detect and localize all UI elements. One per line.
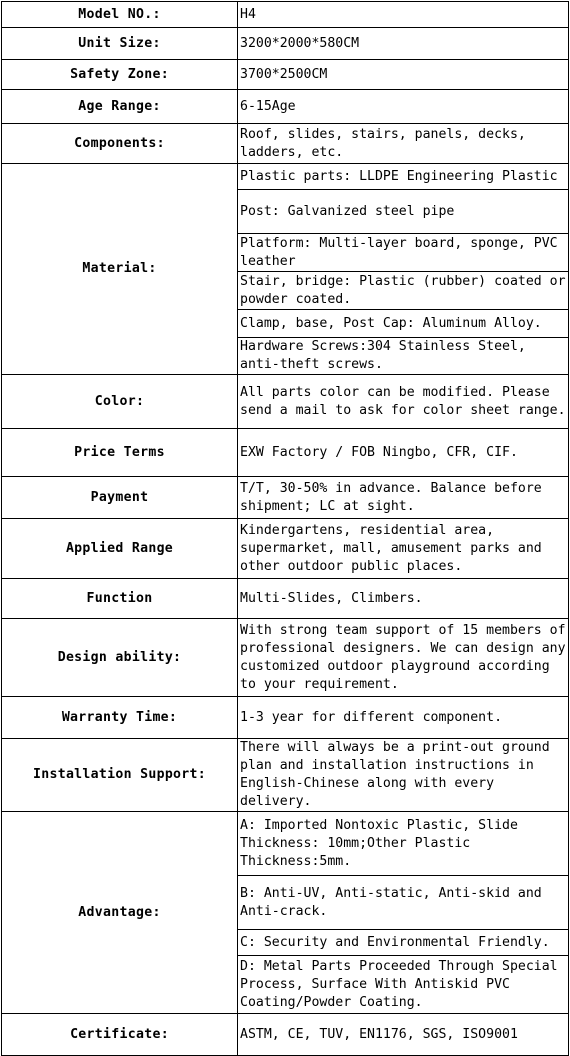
spec-label-certificate: Certificate: [2,1014,238,1056]
spec-value-material: Post: Galvanized steel pipe [238,190,569,234]
spec-value-material: Hardware Screws:304 Stainless Steel, anti-theft screws. [238,338,569,375]
spec-row-age-range [2,90,569,124]
spec-label-installation-support: Installation Support: [2,739,238,812]
spec-row-components [2,124,569,164]
spec-row-function [2,579,569,619]
spec-value-components: Roof, slides, stairs, panels, decks, ladders, etc. [238,124,569,164]
spec-value-warranty-time: 1-3 year for different component. [238,697,569,739]
spec-value-unit-size: 3200*2000*580CM [238,28,569,60]
spec-value-design-ability: With strong team support of 15 members of professional designers. We can design any customized outdoor playground according to your requirement. [238,619,569,697]
specification-table [1,1,569,1056]
spec-value-safety-zone: 3700*2500CM [238,60,569,90]
spec-label-advantage: Advantage: [2,812,238,1014]
spec-value-material: Clamp, base, Post Cap: Aluminum Alloy. [238,310,569,338]
spec-value-advantage: B: Anti-UV, Anti-static, Anti-skid and Anti-crack. [238,876,569,930]
specification-table-body [2,2,569,1056]
spec-row-price-terms [2,429,569,477]
spec-row-material-1 [2,164,569,190]
spec-row-applied-range [2,519,569,579]
spec-value-material: Plastic parts: LLDPE Engineering Plastic [238,164,569,190]
spec-value-color: All parts color can be modified. Please send a mail to ask for color sheet range. [238,375,569,429]
spec-value-installation-support: There will always be a print-out ground plan and installation instructions in English-Chinese along with every delivery. [238,739,569,812]
spec-value-age-range: 6-15Age [238,90,569,124]
spec-label-safety-zone: Safety Zone: [2,60,238,90]
spec-value-advantage: D: Metal Parts Proceeded Through Special Process, Surface With Antiskid PVC Coating/Powder Coating. [238,956,569,1014]
spec-value-material: Platform: Multi-layer board, sponge, PVC leather [238,234,569,272]
spec-value-model-no: H4 [238,2,569,28]
spec-label-material: Material: [2,164,238,375]
spec-label-applied-range: Applied Range [2,519,238,579]
spec-value-advantage: A: Imported Nontoxic Plastic, Slide Thickness: 10mm;Other Plastic Thickness:5mm. [238,812,569,876]
spec-label-model-no: Model NO.: [2,2,238,28]
spec-label-components: Components: [2,124,238,164]
spec-row-installation-support [2,739,569,812]
spec-label-design-ability: Design ability: [2,619,238,697]
spec-value-payment: T/T, 30-50% in advance. Balance before shipment; LC at sight. [238,477,569,519]
spec-value-function: Multi-Slides, Climbers. [238,579,569,619]
spec-value-applied-range: Kindergartens, residential area, supermarket, mall, amusement parks and other outdoor public places. [238,519,569,579]
spec-row-design-ability [2,619,569,697]
spec-row-safety-zone [2,60,569,90]
spec-value-certificate: ASTM, CE, TUV, EN1176, SGS, ISO9001 [238,1014,569,1056]
spec-row-advantage-1 [2,812,569,876]
spec-row-warranty-time [2,697,569,739]
spec-label-color: Color: [2,375,238,429]
spec-row-color [2,375,569,429]
spec-value-advantage: C: Security and Environmental Friendly. [238,930,569,956]
spec-label-age-range: Age Range: [2,90,238,124]
spec-row-model-no [2,2,569,28]
spec-label-payment: Payment [2,477,238,519]
spec-value-price-terms: EXW Factory / FOB Ningbo, CFR, CIF. [238,429,569,477]
spec-row-payment [2,477,569,519]
spec-label-warranty-time: Warranty Time: [2,697,238,739]
spec-label-function: Function [2,579,238,619]
spec-value-material: Stair, bridge: Plastic (rubber) coated or powder coated. [238,272,569,310]
spec-label-unit-size: Unit Size: [2,28,238,60]
spec-label-price-terms: Price Terms [2,429,238,477]
spec-row-certificate [2,1014,569,1056]
spec-row-unit-size [2,28,569,60]
